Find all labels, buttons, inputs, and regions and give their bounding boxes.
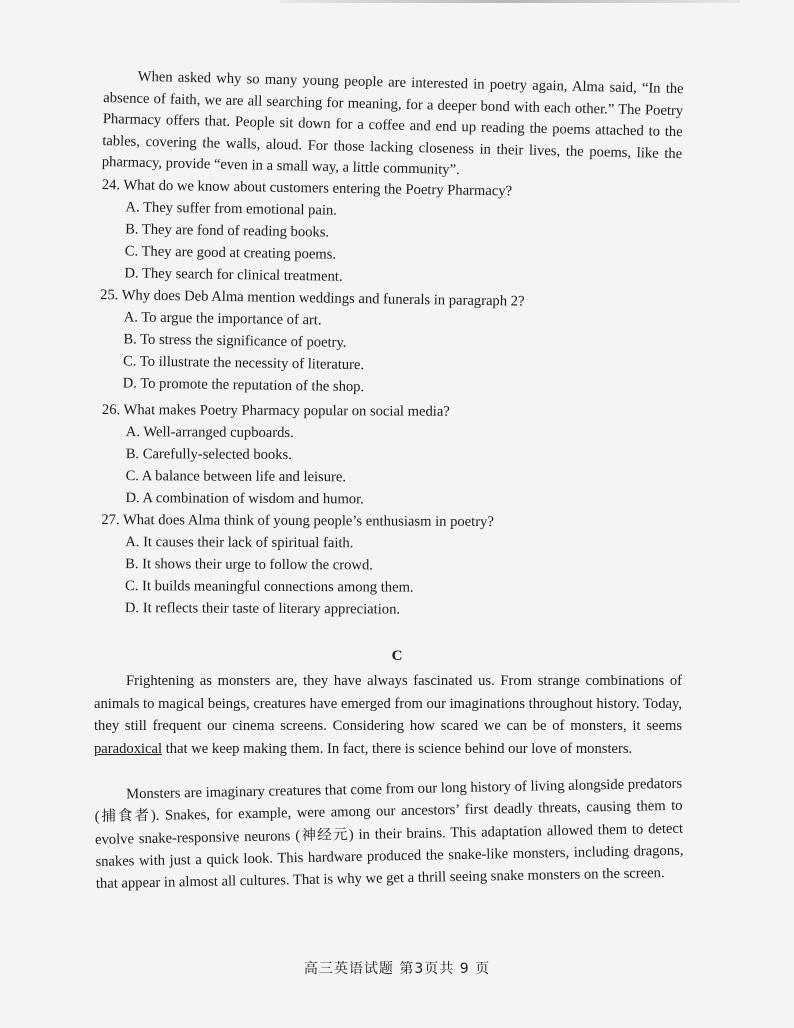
option-b: B. It shows their urge to follow the crowd. — [125, 556, 373, 574]
question-25 — [99, 284, 681, 403]
question-26 — [101, 399, 682, 512]
page-footer: 高三英语试题 第3页共 9 页 — [303, 961, 491, 977]
text-segment: Frightening as monsters are, they have always fascinated us. From strange combinations of animals to magical beings, creatures have emerged from our imaginations throughout history. Today, they still frequent our cinema screens. Considering how scared we can be of monsters, it seems — [94, 673, 682, 735]
passage-c-paragraph-1 — [94, 670, 682, 760]
question-stem: 25. Why does Deb Alma mention weddings and funerals in paragraph 2? — [99, 286, 525, 310]
option-d: D. They search for clinical treatment. — [124, 265, 343, 285]
question-stem: 27. What does Alma think of young people’s enthusiasm in poetry? — [101, 511, 494, 531]
option-a: A. It causes their lack of spiritual faith. — [125, 534, 354, 552]
question-stem: 26. What makes Poetry Pharmacy popular on social media? — [101, 401, 450, 420]
paragraph-text: Monsters are imaginary creatures that come from our long history of living alongside predators (捕食者). Snakes, for example, were among our ancestors’ first deadly threats, causing them to evolve snake-responsive neurons (神经元) in their brains. This adaptation allowed them to detect snakes with just a quick look. This hardware produced the snake-like monsters, including dragons, that appear in almost all cultures. That is why we get a thrill seeing snake monsters on the screen. — [94, 775, 684, 893]
option-b: B. Carefully-selected books. — [125, 446, 292, 463]
question-group-26-27 — [101, 399, 682, 622]
option-c: C. To illustrate the necessity of literature. — [122, 353, 365, 374]
option-a: A. To argue the importance of art. — [123, 309, 322, 329]
text-segment: that we keep making them. In fact, there is science behind our love of monsters. — [162, 740, 633, 757]
underlined-word: paradoxical — [94, 740, 163, 757]
passage-b-last-paragraph — [102, 66, 684, 187]
question-stem: 24. What do we know about customers entering the Poetry Pharmacy? — [101, 176, 513, 200]
question-group-24-25 — [99, 174, 682, 403]
paragraph-text — [94, 670, 682, 760]
passage-c-paragraph-2 — [94, 773, 684, 896]
question-27 — [101, 509, 682, 622]
option-b: B. To stress the significance of poetry. — [123, 331, 347, 351]
option-c: C. They are good at creating poems. — [124, 243, 337, 263]
paragraph-text: When asked why so many young people are interested in poetry again, Alma said, “In the absence of faith, we are all searching for meaning, for a deeper bond with each other.” The Poetry Pharmacy offers that. People sit down for a coffee and end up reading the poems attached to the tables, covering the walls, aloud. For those lacking closeness in their lives, the poems, like the pharmacy, provide “even in a small way, a little community”. — [101, 68, 684, 179]
option-a: A. They suffer from emotional pain. — [125, 199, 338, 219]
section-heading: C — [391, 648, 403, 664]
option-d: D. It reflects their taste of literary appreciation. — [124, 600, 401, 618]
question-24 — [100, 174, 682, 293]
option-a: A. Well-arranged cupboards. — [125, 424, 294, 442]
option-d: D. To promote the reputation of the shop. — [122, 375, 365, 396]
option-b: B. They are fond of reading books. — [125, 221, 330, 241]
option-d: D. A combination of wisdom and humor. — [125, 490, 364, 508]
option-c: C. It builds meaningful connections among them. — [124, 578, 414, 596]
option-c: C. A balance between life and leisure. — [125, 468, 347, 486]
